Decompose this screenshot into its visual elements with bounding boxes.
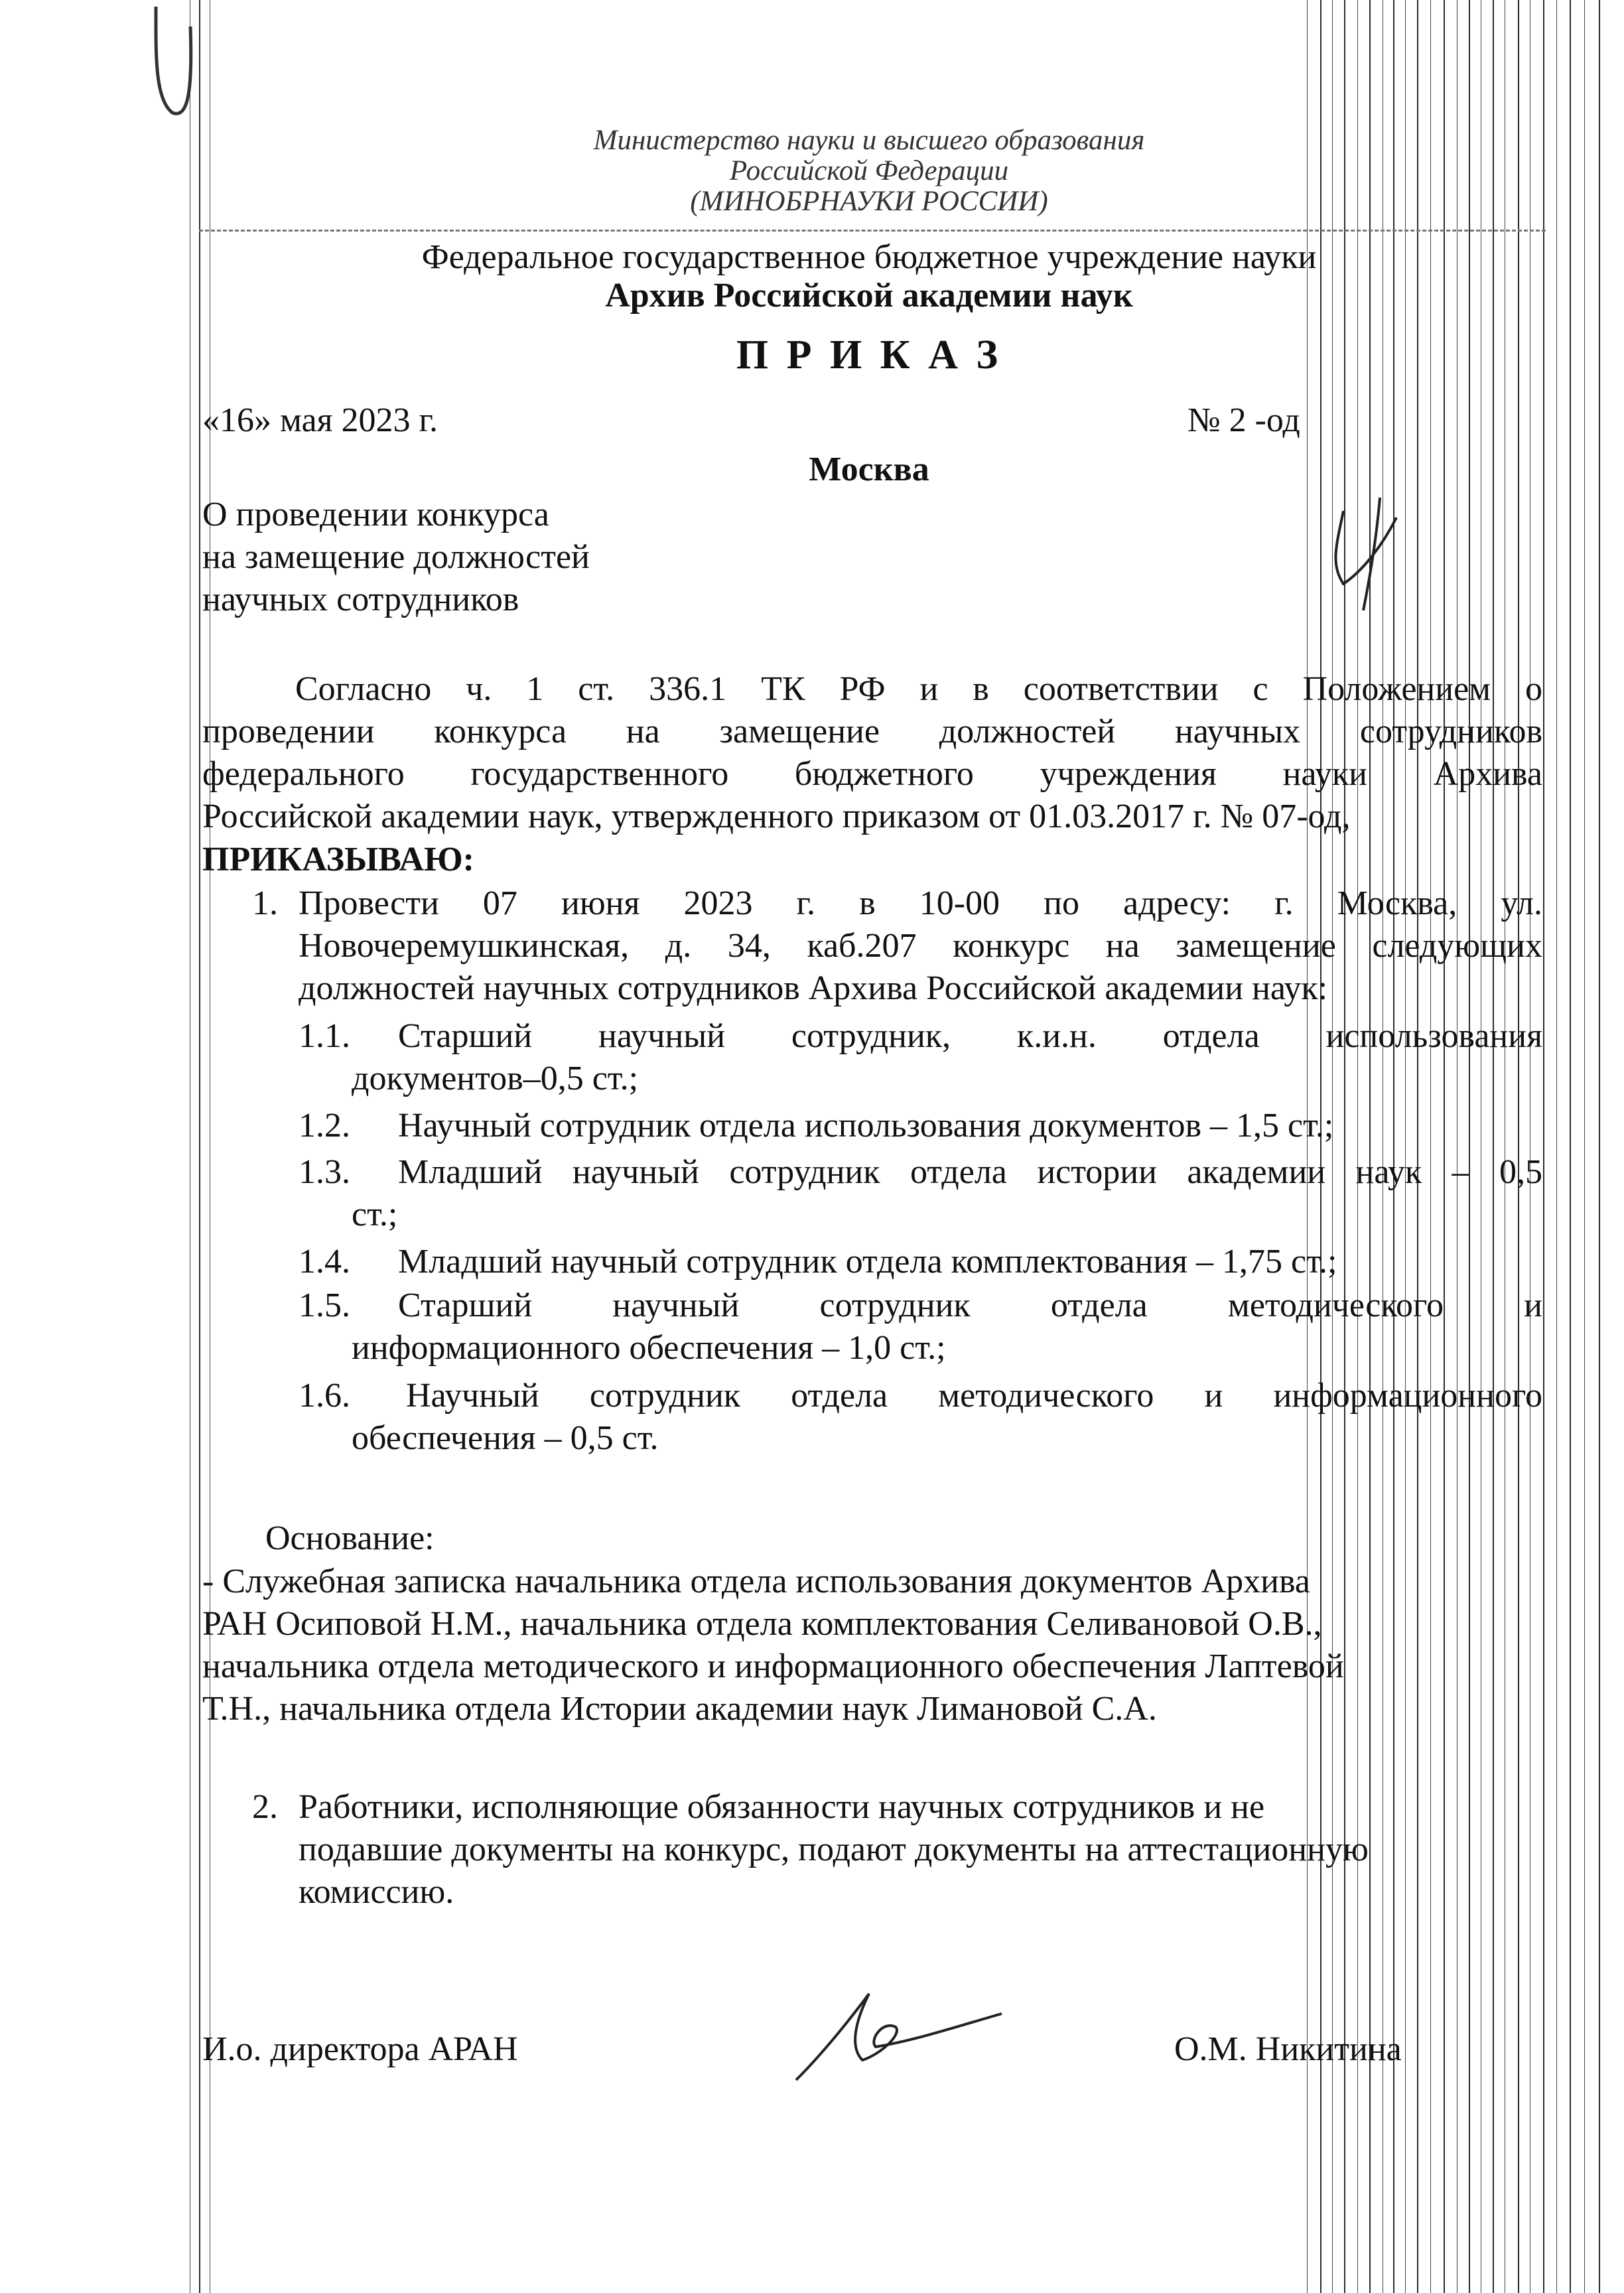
preamble-line-3: федерального государственного бюджетного учреждения науки Архива — [202, 755, 1542, 793]
preamble-line-4: Российской академии наук, утвержденного приказом от 01.03.2017 г. № 07-од, — [202, 798, 1351, 835]
scan-line — [1393, 0, 1394, 2293]
subitem-continuation: обеспечения – 0,5 ст. — [352, 1419, 659, 1457]
preamble-line-1: Согласно ч. 1 ст. 336.1 ТК РФ и в соответствии с Положением о — [295, 670, 1542, 708]
item-1-line-1: Провести 07 июня 2023 г. в 10-00 по адресу: г. Москва, ул. — [299, 884, 1542, 922]
city: Москва — [809, 451, 929, 488]
subject-line-1: О проведении конкурса — [202, 496, 549, 533]
subitem-continuation: ст.; — [352, 1196, 398, 1233]
scan-line — [1444, 0, 1445, 2293]
subitem-text: Научный сотрудник отдела использования документов – 1,5 ст.; — [398, 1107, 1334, 1145]
scan-line — [1369, 0, 1371, 2293]
subitem-number: 1.3. — [299, 1153, 350, 1191]
ministry-line-1: Министерство науки и высшего образования — [593, 125, 1145, 156]
item-2-number: 2. — [252, 1788, 278, 1826]
basis-line: РАН Осиповой Н.М., начальника отдела комплектования Селивановой О.В., — [202, 1605, 1322, 1643]
scan-line — [1584, 0, 1585, 2293]
subitem-continuation: документов–0,5 ст.; — [352, 1060, 639, 1097]
item-2-line: подавшие документы на конкурс, подают документы на аттестационную — [299, 1831, 1369, 1868]
signatory-position: И.о. директора АРАН — [202, 2030, 518, 2068]
scan-line — [1599, 0, 1600, 2293]
subitem-text: Научный сотрудник отдела методического и информационного — [406, 1377, 1542, 1415]
item-2-line: Работники, исполняющие обязанности научных сотрудников и не — [299, 1788, 1265, 1826]
item-2-line: комиссию. — [299, 1873, 454, 1911]
institution-line-1: Федеральное государственное бюджетное учреждение науки — [421, 238, 1317, 276]
signature-icon — [783, 1980, 1008, 2093]
subitem-text: Старший научный сотрудник отдела методического и — [398, 1286, 1542, 1324]
order-word: ПРИКАЗЫВАЮ: — [202, 841, 474, 878]
scan-line — [1556, 0, 1557, 2293]
scan-line — [1344, 0, 1345, 2293]
subitem-number: 1.4. — [299, 1243, 350, 1281]
scan-line — [1405, 0, 1406, 2293]
subitem-number: 1.5. — [299, 1286, 350, 1324]
item-1-line-2: Новочеремушкинская, д. 34, каб.207 конкурс на замещение следующих — [299, 927, 1542, 965]
basis-line: - Служебная записка начальника отдела использования документов Архива — [202, 1563, 1310, 1600]
order-date: «16» мая 2023 г. — [202, 401, 439, 439]
handwritten-mark-icon — [1317, 484, 1416, 617]
preamble-line-2: проведении конкурса на замещение должностей научных сотрудников — [202, 713, 1542, 750]
doc-type-title: П Р И К А З — [736, 332, 1002, 378]
signatory-name: О.М. Никитина — [1174, 2030, 1402, 2068]
subitem-number: 1.6. — [299, 1377, 350, 1415]
scan-line — [1493, 0, 1494, 2293]
subject-line-3: научных сотрудников — [202, 581, 519, 618]
subitem-text: Младший научный сотрудник отдела истории академии наук – 0,5 — [398, 1153, 1542, 1191]
scan-line — [1357, 0, 1358, 2293]
item-1-line-3: должностей научных сотрудников Архива Российской академии наук: — [299, 969, 1328, 1007]
scan-line — [1518, 0, 1519, 2293]
subitem-text: Старший научный сотрудник, к.и.н. отдела использования — [398, 1017, 1542, 1055]
basis-line: начальника отдела методического и информационного обеспечения Лаптевой — [202, 1647, 1344, 1685]
corner-mark-icon — [143, 0, 202, 133]
basis-line: Т.Н., начальника отдела Истории академии наук Лимановой С.А. — [202, 1690, 1157, 1728]
scan-line — [1417, 0, 1418, 2293]
item-1-number: 1. — [252, 884, 278, 922]
subitem-continuation: информационного обеспечения – 1,0 ст.; — [352, 1329, 946, 1367]
order-number: № 2 -од — [1187, 401, 1300, 439]
subject-line-2: на замещение должностей — [202, 538, 590, 576]
subitem-number: 1.1. — [299, 1017, 350, 1055]
scan-line — [1430, 0, 1431, 2293]
header-divider — [199, 230, 1546, 232]
basis-title: Основание: — [265, 1519, 435, 1557]
scan-line — [1469, 0, 1470, 2293]
ministry-line-2: Российской Федерации — [729, 155, 1009, 186]
subitem-number: 1.2. — [299, 1107, 350, 1145]
scan-line — [1543, 0, 1544, 2293]
ministry-line-3: (МИНОБРНАУКИ РОССИИ) — [690, 186, 1048, 217]
institution-line-2: Архив Российской академии наук — [605, 277, 1133, 314]
scan-line — [199, 0, 200, 2293]
subitem-text: Младший научный сотрудник отдела комплектования – 1,75 ст.; — [398, 1243, 1337, 1281]
scan-line — [1570, 0, 1571, 2293]
